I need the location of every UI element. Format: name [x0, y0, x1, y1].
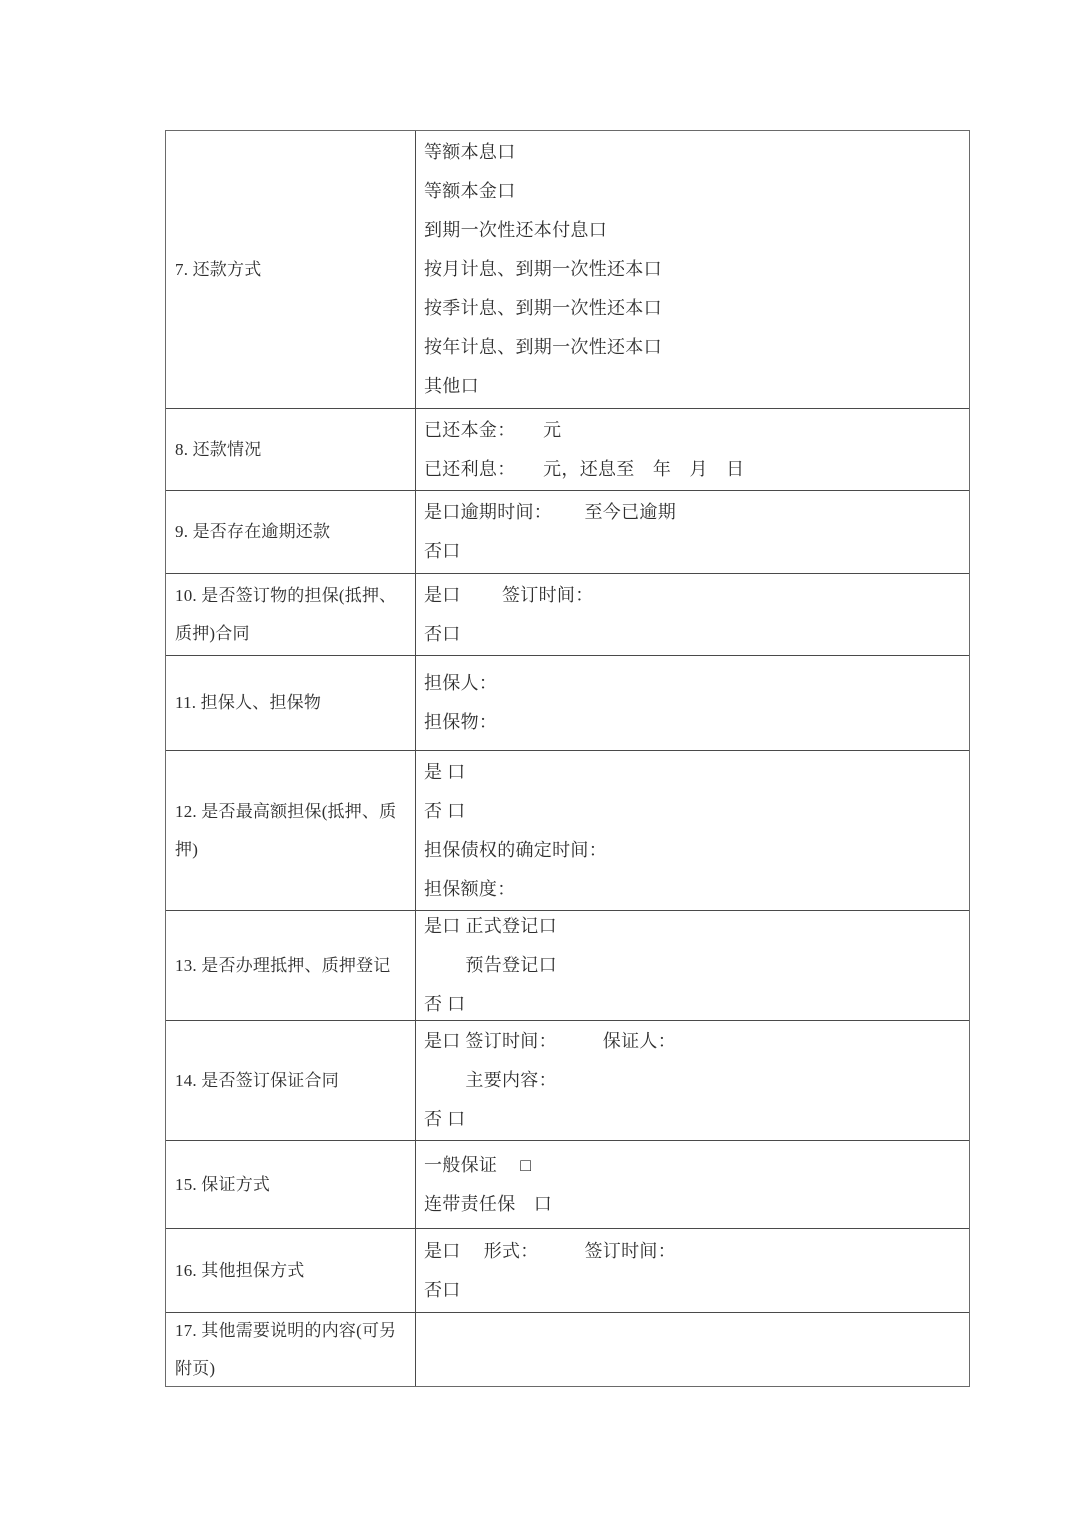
- row-overdue-repayment: [166, 491, 969, 574]
- checkbox-option-line: 到期一次性还本付息口: [424, 220, 607, 240]
- row-collateral-contract: [166, 574, 969, 656]
- checkbox-option-line: 否口: [424, 623, 461, 644]
- row-content: [416, 1229, 969, 1312]
- fill-in-line: 主要内容：: [424, 1070, 557, 1090]
- checkbox-option-line: 是口 签订时间：: [424, 584, 594, 605]
- row-guarantor-collateral: [166, 656, 969, 751]
- checkbox-option-line: 否口: [424, 541, 461, 561]
- checkbox-option-line: 按年计息、到期一次性还本口: [424, 337, 662, 357]
- checkbox-option-line: 是 口: [424, 761, 466, 782]
- fill-in-line: 担保物：: [424, 712, 498, 732]
- row-repayment-method: [166, 131, 969, 409]
- row-label: [166, 751, 416, 910]
- row-maximum-guarantee: [166, 751, 969, 911]
- checkbox-option-line: 按月计息、到期一次性还本口: [424, 259, 662, 279]
- row-content: [416, 409, 969, 490]
- row-label: [166, 131, 416, 408]
- row-label: [166, 1313, 416, 1386]
- fill-in-line: 担保人：: [424, 673, 498, 693]
- row-content: [416, 751, 969, 910]
- row-mortgage-registration: [166, 911, 969, 1021]
- row-label-text: 13. 是否办理抵押、质押登记: [175, 955, 391, 975]
- row-label: [166, 1021, 416, 1140]
- row-label: [166, 491, 416, 573]
- row-content: [416, 131, 969, 408]
- checkbox-option-line: 等额本金口: [424, 181, 516, 201]
- row-repayment-status: [166, 409, 969, 491]
- row-label: [166, 574, 416, 655]
- row-label-text: 12. 是否最高额担保(抵押、质押): [175, 801, 397, 859]
- checkbox-option-line: 是口 正式登记口: [424, 916, 557, 936]
- row-label: [166, 656, 416, 750]
- row-label-text: 9. 是否存在逾期还款: [175, 522, 331, 541]
- checkbox-option-line: 否 口: [424, 1109, 466, 1129]
- row-label-text: 7. 还款方式: [175, 259, 262, 279]
- checkbox-option-line: 一般保证 □: [424, 1154, 532, 1175]
- row-label: [166, 1229, 416, 1312]
- row-content: [416, 1141, 969, 1228]
- fill-in-line: 担保额度：: [424, 878, 516, 899]
- row-label-text: 17. 其他需要说明的内容(可另附页): [175, 1320, 397, 1378]
- checkbox-option-line: 是口 形式： 签订时间：: [424, 1240, 676, 1261]
- checkbox-option-line: 否 口: [424, 800, 466, 821]
- row-label: [166, 409, 416, 490]
- checkbox-option-line: 是口 签订时间： 保证人：: [424, 1031, 676, 1051]
- row-label-text: 8. 还款情况: [175, 439, 262, 459]
- fill-in-line: 已还利息： 元，还息至 年 月 日: [424, 458, 745, 479]
- checkbox-option-line: 是口逾期时间： 至今已逾期: [424, 502, 676, 522]
- row-content: [416, 1021, 969, 1140]
- checkbox-option-line: 其他口: [424, 376, 479, 396]
- row-guarantee-type: [166, 1141, 969, 1229]
- row-label-text: 16. 其他担保方式: [175, 1260, 305, 1280]
- row-content: [416, 656, 969, 750]
- row-label-text: 10. 是否签订物的担保(抵押、质押)合同: [175, 585, 397, 643]
- row-guarantee-contract: [166, 1021, 969, 1141]
- row-content: [416, 574, 969, 655]
- row-content-empty: [416, 1313, 969, 1386]
- row-label: [166, 911, 416, 1020]
- loan-form-table: [165, 130, 970, 1387]
- checkbox-option-line: 等额本息口: [424, 142, 516, 162]
- fill-in-line: 已还本金： 元: [424, 419, 562, 440]
- row-content: [416, 491, 969, 573]
- fill-in-line: 担保债权的确定时间：: [424, 839, 607, 860]
- row-label: [166, 1141, 416, 1228]
- row-label-text: 14. 是否签订保证合同: [175, 1070, 339, 1090]
- row-other-guarantee: [166, 1229, 969, 1313]
- checkbox-option-line: 按季计息、到期一次性还本口: [424, 298, 662, 318]
- checkbox-option-line: 否口: [424, 1279, 461, 1300]
- checkbox-option-line: 连带责任保 口: [424, 1193, 553, 1214]
- row-content: [416, 911, 969, 1020]
- row-label-text: 15. 保证方式: [175, 1174, 271, 1194]
- row-label-text: 11. 担保人、担保物: [175, 693, 322, 712]
- checkbox-option-line: 预告登记口: [424, 955, 557, 975]
- checkbox-option-line: 否 口: [424, 994, 466, 1014]
- row-other-notes: [166, 1313, 969, 1386]
